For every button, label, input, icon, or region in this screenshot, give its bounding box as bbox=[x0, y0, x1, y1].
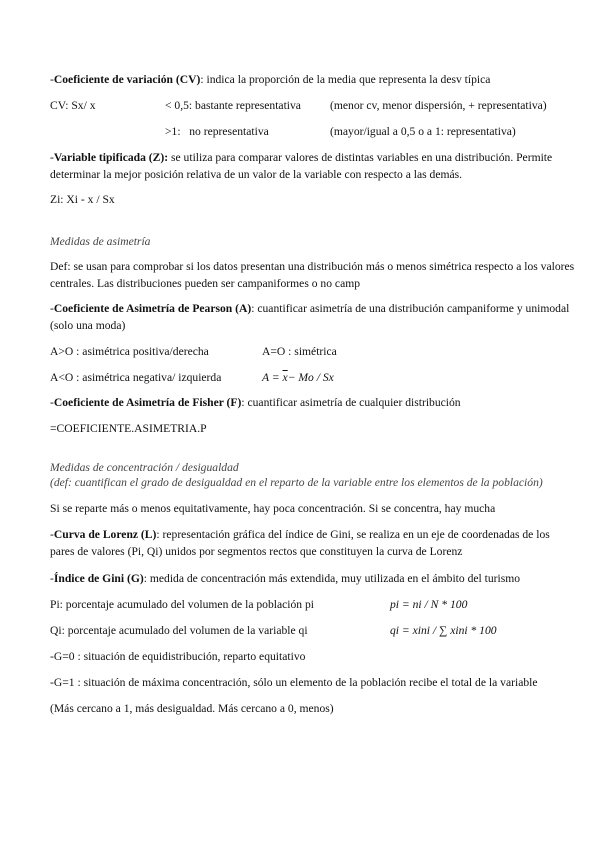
reparto-text: Si se reparte más o menos equitativamente, hay poca concentración. Si se concentra, hay mucha bbox=[50, 502, 496, 515]
cv-title: Coeficiente de variación (CV) bbox=[53, 73, 201, 86]
gini-line bbox=[50, 571, 520, 586]
gini-title: Índice de Gini (G) bbox=[53, 572, 144, 585]
pearson-formula-rest: − Mo / Sx bbox=[287, 371, 334, 384]
asimetria-definition: Def: se usan para comprobar si los datos presentan una distribución más o menos simétrica respecto a los valores centrales. Las distribuciones pueden ser campaniformes o no camp bbox=[50, 260, 575, 290]
fisher-description: : cuantificar asimetría de cualquier distribución bbox=[241, 396, 461, 409]
fisher-line bbox=[50, 395, 461, 410]
pi-text: Pi: porcentaje acumulado del volumen de la población pi bbox=[50, 598, 315, 611]
cv-note-1: (menor cv, menor dispersión, + representativa) bbox=[330, 99, 547, 112]
cv-formula: CV: Sx/ x bbox=[50, 99, 96, 112]
excel-function: =COEFICIENTE.ASIMETRIA.P bbox=[50, 422, 207, 435]
pearson-formula-x: $\overline{x}$ bbox=[282, 371, 288, 384]
cv-note-2: (mayor/igual a 0,5 o a 1: representativa) bbox=[330, 125, 516, 138]
concentracion-heading: Medidas de concentración / desigualdad bbox=[50, 461, 239, 474]
qi-formula: qi = xini / ∑ xini * 100 bbox=[390, 624, 497, 637]
pearson-description: : cuantificar asimetría de una distribución campaniforme y unimodal (solo una moda) bbox=[50, 302, 570, 332]
fisher-bullet: - bbox=[50, 396, 54, 409]
concentracion-subheading: (def: cuantifican el grado de desigualdad en el reparto de la variable entre los elementos de la población) bbox=[50, 476, 543, 489]
cv-description: : indica la proporción de la media que representa la desv típica bbox=[200, 73, 491, 86]
asimetria-heading: Medidas de asimetría bbox=[50, 235, 151, 248]
gini-note: (Más cercano a 1, más desigualdad. Más cercano a 0, menos) bbox=[50, 702, 334, 715]
lorenz-bullet: - bbox=[50, 528, 54, 541]
pearson-formula-a: A = bbox=[262, 371, 280, 384]
pearson-title: Coeficiente de Asimetría de Pearson (A) bbox=[53, 302, 252, 315]
cv-line bbox=[50, 72, 490, 87]
z-paragraph bbox=[50, 149, 575, 183]
gini-description: : medida de concentración más extendida, muy utilizada en el ámbito del turismo bbox=[143, 572, 521, 585]
cv-condition-2: >1: no representativa bbox=[165, 125, 269, 138]
pearson-formula bbox=[262, 370, 334, 385]
gini-zero: -G=0 : situación de equidistribución, reparto equitativo bbox=[50, 650, 306, 663]
lorenz-description: : representación gráfica del índice de Gini, se realiza en un eje de coordenadas de los pares de valores (Pi, Qi) unidos por segmentos rectos que constituyen la curva de Lorenz bbox=[50, 528, 550, 558]
z-bullet: - bbox=[50, 151, 54, 164]
pearson-paragraph bbox=[50, 300, 575, 334]
lorenz-title: Curva de Lorenz (L) bbox=[53, 528, 157, 541]
cv-bullet: - bbox=[50, 73, 54, 86]
pi-formula: pi = ni / N * 100 bbox=[390, 598, 468, 611]
asym-negative: A<O : asimétrica negativa/ izquierda bbox=[50, 371, 222, 384]
cv-condition-1: < 0,5: bastante representativa bbox=[165, 99, 301, 112]
gini-one: -G=1 : situación de máxima concentración, sólo un elemento de la población recibe el total de la variable bbox=[50, 676, 538, 689]
asym-symmetric: A=O : simétrica bbox=[262, 345, 337, 358]
gini-bullet: - bbox=[50, 572, 54, 585]
z-formula: Zi: Xi - x / Sx bbox=[50, 193, 115, 206]
fisher-title: Coeficiente de Asimetría de Fisher (F) bbox=[53, 396, 242, 409]
qi-text: Qi: porcentaje acumulado del volumen de la variable qi bbox=[50, 624, 308, 637]
z-title: Variable tipificada (Z): bbox=[53, 151, 169, 164]
z-description: se utiliza para comparar valores de distintas variables en una distribución. Permite determinar la mejor posición relativa de un valor de la variable con respecto a las demás. bbox=[50, 151, 553, 181]
lorenz-paragraph bbox=[50, 526, 575, 560]
pearson-bullet: - bbox=[50, 302, 54, 315]
asym-positive: A>O : asimétrica positiva/derecha bbox=[50, 345, 209, 358]
